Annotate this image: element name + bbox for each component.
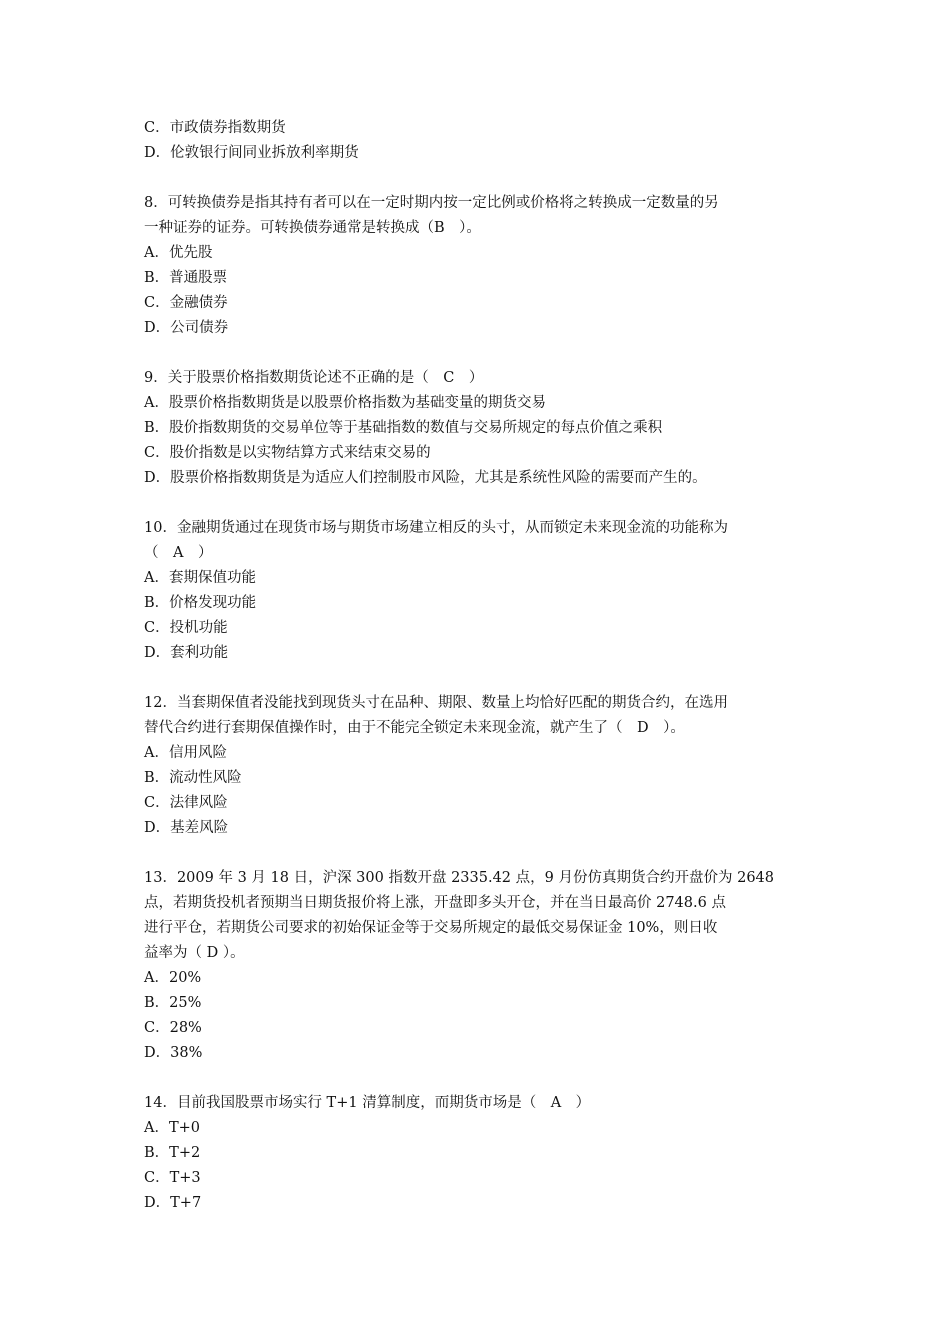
question-stem: 替代合约进行套期保值操作时，由于不能完全锁定未来现金流，就产生了（ D ）。 (144, 720, 685, 736)
question-stem: 一种证券的证券。可转换债券通常是转换成（B ）。 (144, 220, 481, 236)
question-stem: 进行平仓，若期货公司要求的初始保证金等于交易所规定的最低交易保证金 10%，则日收 (144, 920, 718, 936)
question-stem: 8．可转换债券是指其持有者可以在一定时期内按一定比例或价格将之转换成一定数量的另 (144, 195, 719, 211)
option-line: C．28% (144, 1020, 202, 1036)
question-8 (144, 191, 808, 341)
question-stem: 12．当套期保值者没能找到现货头寸在品种、期限、数量上均恰好匹配的期货合约，在选用 (144, 695, 728, 711)
question-10 (144, 516, 808, 666)
option-line: D．股票价格指数期货是为适应人们控制股市风险，尤其是系统性风险的需要而产生的。 (144, 470, 707, 486)
spacer (144, 341, 808, 366)
option-line: A．套期保值功能 (144, 570, 256, 586)
question-9 (144, 366, 808, 491)
option-line: C．股价指数是以实物结算方式来结束交易的 (144, 445, 431, 461)
option-line: B．T+2 (144, 1145, 201, 1161)
question-stem: 益率为（ D ）。 (144, 945, 245, 961)
option-line: A．优先股 (144, 245, 213, 261)
option-line: C．市政债券指数期货 (144, 120, 286, 136)
question-stem: 9．关于股票价格指数期货论述不正确的是（ C ） (144, 370, 484, 386)
question-stem: 13．2009 年 3 月 18 日，沪深 300 指数开盘 2335.42 点，9 月份仿真期货合约开盘价为 2648 (144, 870, 774, 886)
option-line: A．20% (144, 970, 202, 986)
option-line: D．公司债券 (144, 320, 229, 336)
question-14 (144, 1091, 808, 1216)
question-stem: 14．目前我国股票市场实行 T+1 清算制度，而期货市场是（ A ） (144, 1095, 591, 1111)
question-13 (144, 866, 808, 1066)
option-line: A．信用风险 (144, 745, 227, 761)
question-stem: 10．金融期货通过在现货市场与期货市场建立相反的头寸，从而锁定未来现金流的功能称为 (144, 520, 728, 536)
question-12 (144, 691, 808, 841)
option-line: B．25% (144, 995, 202, 1011)
option-line: C．金融债券 (144, 295, 228, 311)
option-line: B．价格发现功能 (144, 595, 257, 611)
spacer (144, 166, 808, 191)
option-line: C．法律风险 (144, 795, 228, 811)
option-line: C．T+3 (144, 1170, 201, 1186)
lead-options (144, 116, 808, 166)
option-line: D．38% (144, 1045, 203, 1061)
document-body (144, 116, 808, 1216)
spacer (144, 1066, 808, 1091)
option-line: B．流动性风险 (144, 770, 242, 786)
option-line: B．普通股票 (144, 270, 228, 286)
option-line: D．套利功能 (144, 645, 229, 661)
option-line: C．投机功能 (144, 620, 228, 636)
option-line: D．伦敦银行间同业拆放利率期货 (144, 145, 359, 161)
question-stem: 点，若期货投机者预期当日期货报价将上涨，开盘即多头开仓，并在当日最高价 2748.6 点 (144, 895, 726, 911)
spacer (144, 491, 808, 516)
spacer (144, 666, 808, 691)
option-line: B．股价指数期货的交易单位等于基础指数的数值与交易所规定的每点价值之乘积 (144, 420, 663, 436)
option-line: D．T+7 (144, 1195, 202, 1211)
spacer (144, 841, 808, 866)
option-line: D．基差风险 (144, 820, 229, 836)
question-stem: （ A ） (144, 545, 213, 561)
option-line: A．股票价格指数期货是以股票价格指数为基础变量的期货交易 (144, 395, 546, 411)
option-line: A．T+0 (144, 1120, 201, 1136)
